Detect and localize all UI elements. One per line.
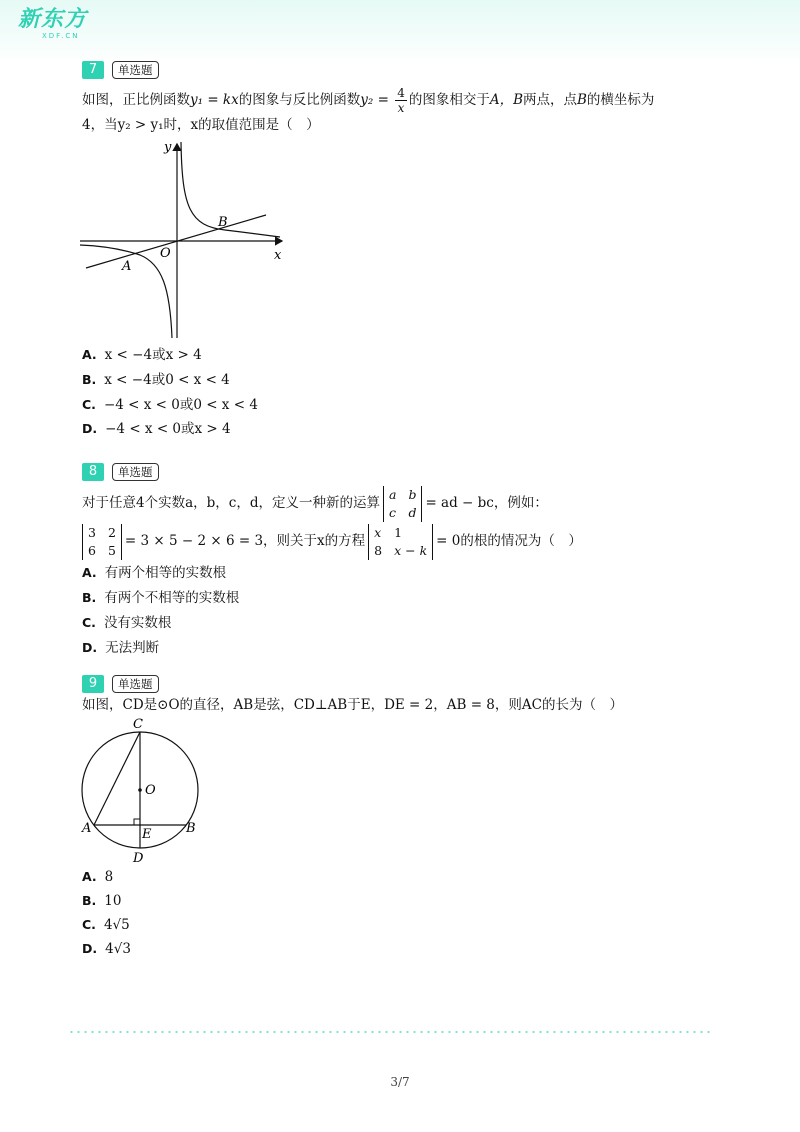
point-b-label: B [218, 215, 228, 230]
segment-ac [94, 732, 140, 825]
option-d[interactable]: D. 无法判断 [82, 640, 160, 656]
question-number: 7 [82, 61, 104, 79]
option-a[interactable]: A. 有两个相等的实数根 [82, 565, 227, 581]
axis-label-x: x [274, 248, 282, 263]
header-band [0, 0, 800, 64]
point-a-label: A [82, 821, 92, 836]
circle-geometry-figure [78, 716, 208, 864]
hyperbola-branch-1 [181, 142, 280, 237]
option-a[interactable]: A. x < −4或x > 4 [82, 347, 202, 363]
question-number: 8 [82, 463, 104, 481]
question-7 [82, 60, 722, 437]
question-type-badge: 单选题 [112, 61, 159, 79]
option-c[interactable]: C. 4√5 [82, 917, 130, 933]
logo-sub-text: XDF.CN [42, 32, 80, 40]
question-9 [82, 674, 722, 957]
determinant-example: 3 2 6 5 [82, 524, 122, 560]
question-header [82, 60, 722, 80]
question-header [82, 674, 722, 694]
fraction-4-over-x: $\frac{4}{x}$ [397, 86, 405, 115]
right-angle-mark [134, 819, 140, 825]
option-a[interactable]: A. 8 [82, 869, 114, 885]
determinant-equation: x 1 8 x − k [368, 524, 433, 560]
question-type-badge: 单选题 [112, 463, 159, 481]
question-stem-line-1: 对于任意4个实数a，b，c，d，定义一种新的运算 a b c d = ad − bc，例如： [82, 486, 548, 520]
question-stem-line-2: 4，当y₂ > y₁时，x的取值范围是（ ） [82, 117, 320, 133]
determinant-abcd: a b c d [383, 486, 422, 522]
footer-dotted-divider [68, 1031, 712, 1033]
question-8 [82, 462, 722, 656]
center-dot [138, 788, 142, 792]
option-d[interactable]: D. 4√3 [82, 941, 131, 957]
question-stem-line-1: 如图，正比例函数y₁ = kx的图象与反比例函数y₂ = $\frac{4}{x}$ 的图象相交于A，B两点，点B的横坐标为 [82, 86, 655, 115]
question-stem-line-2: 3 2 6 5 = 3 × 5 − 2 × 6 = 3，则关于x的方程 x 1 8 x − k = 0的根的情况为（ ） [82, 522, 582, 560]
point-a-label: A [122, 259, 132, 274]
xdf-logo [18, 8, 87, 40]
option-b[interactable]: B. x < −4或0 < x < 4 [82, 372, 230, 388]
origin-label: O [160, 246, 171, 261]
point-b-label: B [186, 821, 196, 836]
page-number: 3/7 [390, 1075, 410, 1089]
option-b[interactable]: B. 有两个不相等的实数根 [82, 590, 240, 606]
option-c[interactable]: C. 没有实数根 [82, 615, 172, 631]
function-graph-figure [80, 138, 290, 344]
option-d[interactable]: D. −4 < x < 0或x > 4 [82, 421, 231, 437]
question-header [82, 462, 722, 482]
question-stem-line-1: 如图，CD是⊙O的直径，AB是弦，CD⊥AB于E，DE = 2，AB = 8，则AC的长为（ ） [82, 697, 623, 713]
point-c-label: C [133, 717, 143, 732]
axis-label-y: y [164, 140, 172, 155]
question-number: 9 [82, 675, 104, 693]
point-e-label: E [142, 827, 152, 842]
logo-main-text: 新东方 [18, 7, 88, 32]
question-type-badge: 单选题 [112, 675, 159, 693]
option-b[interactable]: B. 10 [82, 893, 122, 909]
option-c[interactable]: C. −4 < x < 0或0 < x < 4 [82, 397, 258, 413]
point-o-label: O [145, 783, 156, 798]
point-d-label: D [133, 851, 144, 864]
